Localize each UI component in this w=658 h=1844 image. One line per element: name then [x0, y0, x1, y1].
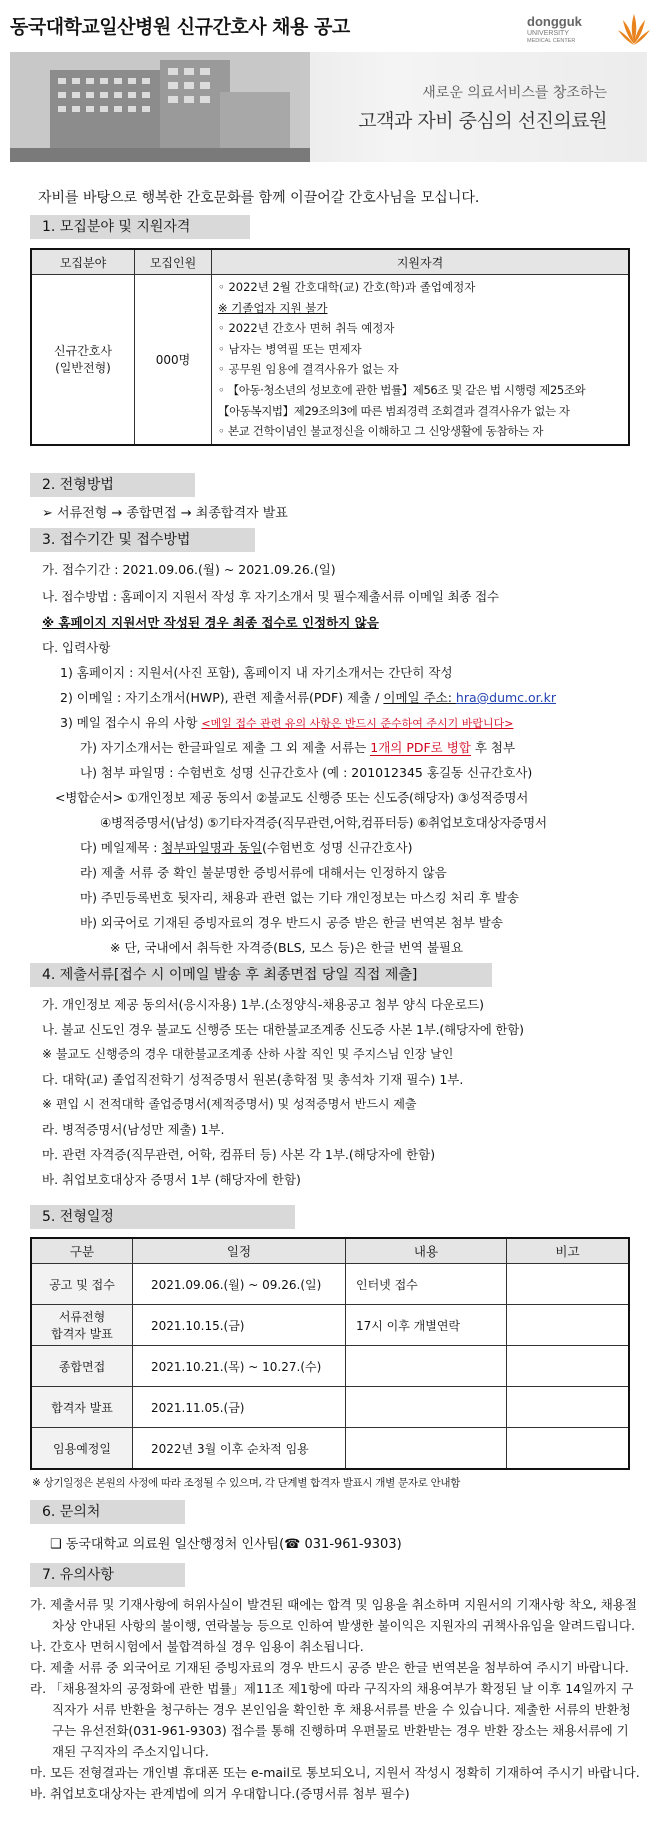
note-item: 마. 모든 전형결과는 개인별 휴대폰 또는 e-mail로 통보되오니, 지원서 작성시 정확히 기재하여 주시기 바랍니다.: [30, 1765, 640, 1780]
date-cell: 2022년 3월 이후 순차적 임용: [133, 1428, 346, 1470]
schedule-row: [31, 1387, 629, 1428]
col-header-date: 일정: [133, 1238, 346, 1264]
schedule-note: ※ 상기일정은 본원의 사정에 따라 조정될 수 있으며, 각 단계별 합격자 발표시 개별 문자로 안내함: [32, 1477, 461, 1489]
content-cell: [346, 1387, 507, 1428]
rule-text: 가) 자기소개서는 한글파일로 제출 그 외 제출 서류는: [80, 740, 371, 755]
date-cell: 2021.10.15.(금): [133, 1305, 346, 1346]
field-type: (일반전형): [55, 361, 111, 376]
note-item: 바. 취업보호대상자는 관계법에 의거 우대합니다.(증명서류 첨부 필수): [30, 1786, 410, 1801]
banner-slogan-2: 고객과 자비 중심의 선진의료원: [358, 110, 607, 132]
requirement-item: ◦ 남자는 병역필 또는 면제자: [218, 341, 362, 356]
content-cell: [346, 1428, 507, 1470]
contact-info: ❑ 동국대학교 의료원 일산행정처 인사팀(☎ 031-961-9303): [50, 1537, 402, 1552]
rule-text: (수험번호 성명 신규간호사): [261, 840, 413, 855]
mail-notice: [60, 713, 513, 731]
section-title-2: 2. 전형방법: [30, 473, 195, 497]
stage-cell: [31, 1305, 133, 1346]
lotus-icon: [617, 10, 651, 50]
hospital-building-image: [10, 52, 310, 162]
content-cell: [346, 1346, 507, 1387]
mail-rule-da: [80, 838, 413, 856]
date-cell: 2021.10.21.(목) ~ 10.27.(수): [133, 1346, 346, 1387]
document-note: ※ 불교도 신행증의 경우 대한불교조계종 산하 사찰 직인 및 주지스님 인장 날인: [42, 1047, 454, 1061]
date-cell: 2021.09.06.(월) ~ 09.26.(일): [133, 1264, 346, 1305]
note-item: 라. 「채용절차의 공정화에 관한 법률」제11조 제1항에 따라 구직자의 채용여부가 확정된 날 이후 14일까지 구직자가 서류 반환을 청구하는 경우 본인임을 확인한 후 채용서류를 반을 수 있습니다. 제출한 서류의 반환청구는 유선전화(031-961-9303) 접수를 통해 진행하며 우편물로 반환받는 경우 반환 장소는 채용서류에 기재된 구직자의 주소지입니다.: [30, 1681, 634, 1759]
col-header-content: 내용: [346, 1238, 507, 1264]
requirement-item: ◦ 공무원 임용에 결격사유가 없는 자: [218, 362, 399, 377]
input-email-text: 2) 이메일 : 자기소개서(HWP), 관련 제출서류(PDF) 제출 /: [60, 690, 384, 705]
section-title-1: 1. 모집분야 및 지원자격: [30, 215, 250, 239]
note-item: 다. 제출 서류 중 외국어로 기재된 증빙자료의 경우 반드시 공증 받은 한글 번역본을 첨부하여 주시기 바랍니다.: [30, 1660, 629, 1675]
schedule-row: [31, 1264, 629, 1305]
application-note: ※ 홈페이지 지원서만 작성된 경우 최종 접수로 인정하지 않음: [42, 615, 379, 630]
logo-sub-text: UNIVERSITY: [527, 30, 570, 37]
selection-flow: ➢ 서류전형 → 종합면접 → 최종합격자 발표: [42, 506, 288, 521]
mail-rule-na: 나) 첨부 파일명 : 수험번호 성명 신규간호사 (예 : 201012345 홍길동 신규간호사): [80, 765, 533, 780]
requirement-note: ※ 기졸업자 지원 불가: [218, 300, 328, 315]
col-header-stage: 구분: [31, 1238, 133, 1264]
schedule-row: [31, 1428, 629, 1470]
recruit-count: 000명: [135, 275, 212, 445]
stage-cell: 종합면접: [31, 1346, 133, 1387]
requirement-item: ◦ 【아동·청소년의 성보호에 관한 법률】제56조 및 같은 법 시행령 제25조와: [218, 382, 586, 397]
section-title-5: 5. 전형일정: [30, 1205, 295, 1229]
remark-cell: [507, 1305, 630, 1346]
content-cell: 17시 이후 개별연락: [346, 1305, 507, 1346]
remark-cell: [507, 1264, 630, 1305]
input-email: [60, 688, 556, 706]
section-title-7: 7. 유의사항: [30, 1563, 185, 1587]
intro-text: 자비를 바탕으로 행복한 간호문화를 함께 이끌어갈 간호사님을 모십니다.: [38, 190, 480, 206]
page-title: 동국대학교일산병원 신규간호사 채용 공고: [10, 16, 350, 38]
section-title-6: 6. 문의처: [30, 1500, 185, 1524]
document-item: 다. 대학(교) 졸업직전학기 성적증명서 원본(총학점 및 총석차 기재 필수) 1부.: [42, 1072, 464, 1087]
requirement-item: ◦ 2022년 2월 간호대학(교) 간호(학)과 졸업예정자: [218, 280, 476, 294]
remark-cell: [507, 1387, 630, 1428]
logo-sub-text-2: MEDICAL CENTER: [527, 38, 576, 44]
document-item: 바. 취업보호대상자 증명서 1부 (해당자에 한함): [42, 1172, 301, 1187]
schedule-table: [30, 1237, 630, 1470]
section-title-4: 4. 제출서류[접수 시 이메일 발송 후 최종면접 당일 직접 제출]: [30, 963, 492, 987]
rule-text: 다) 메일제목 :: [80, 840, 162, 855]
note-item: 나. 간호사 면허시험에서 불합격하실 경우 임용이 취소됩니다.: [30, 1639, 364, 1654]
input-homepage: 1) 홈페이지 : 지원서(사진 포함), 홈페이지 내 자기소개서는 간단히 작성: [60, 665, 453, 680]
mail-rule-ba: 바) 외국어로 기재된 증빙자료의 경우 반드시 공증 받은 한글 번역본 첨부 발송: [80, 915, 503, 930]
stage-cell: 임용예정일: [31, 1428, 133, 1470]
qualification-table: [30, 248, 630, 446]
col-header-remark: 비고: [507, 1238, 630, 1264]
mail-rule-ra: 라) 제출 서류 중 확인 불분명한 증빙서류에 대해서는 인정하지 않음: [80, 865, 447, 880]
document-item: 라. 병적증명서(남성만 제출) 1부.: [42, 1122, 225, 1137]
col-header-field: 모집분야: [31, 249, 135, 275]
date-cell: 2021.11.05.(금): [133, 1387, 346, 1428]
mail-rule-ga: [80, 738, 515, 756]
mail-notice-warning: <메일 접수 관련 유의 사항은 반드시 준수하여 주시기 바랍니다>: [201, 717, 514, 730]
section-title-3: 3. 접수기간 및 접수방법: [30, 528, 255, 552]
field-name: 신규간호사: [54, 344, 112, 359]
content-cell: 인터넷 접수: [346, 1264, 507, 1305]
hospital-banner: [10, 52, 647, 162]
stage-cell: 합격자 발표: [31, 1387, 133, 1428]
requirement-item: ◦ 2022년 간호사 면허 취득 예정자: [218, 321, 395, 336]
banner-slogan-1: 새로운 의료서비스를 창조하는: [422, 85, 607, 101]
document-note: ※ 편입 시 전적대학 졸업증명서(제적증명서) 및 성적증명서 반드시 제출: [42, 1097, 417, 1111]
subject-rule: 첨부파일명과 동일: [161, 840, 262, 855]
merge-order-2: ④병적증명서(남성) ⑤기타자격증(직무관련,어학,컴퓨터등) ⑥취업보호대상자증명서: [100, 815, 547, 830]
logo-main-text: dongguk: [527, 14, 582, 29]
col-header-requirements: 지원자격: [212, 249, 630, 275]
application-period: 가. 접수기간 : 2021.09.06.(월) ~ 2021.09.26.(일): [42, 562, 336, 577]
note-item: 가. 제출서류 및 기재사항에 허위사실이 발견된 때에는 합격 및 임용을 취소하며 지원서의 기재사항 착오, 채용절차상 안내된 사항의 불이행, 연락불능 등으로 인하여 발생한 불이익은 지원자의 귀책사유임을 알려드립니다.: [30, 1597, 637, 1633]
requirement-item: ◦ 본교 건학이념인 불교정신을 이해하고 그 신앙생활에 동참하는 자: [218, 424, 544, 439]
mail-notice-label: 3) 메일 접수시 유의 사항: [60, 715, 198, 730]
hospital-logo: [525, 10, 651, 52]
pdf-merge-highlight: 1개의 PDF로 병합: [370, 740, 471, 755]
notes-list: [30, 1594, 640, 1804]
document-item: 마. 관련 자격증(직무관련, 어학, 컴퓨터 등) 사본 각 1부.(해당자에 한함): [42, 1147, 436, 1162]
schedule-row: [31, 1305, 629, 1346]
application-method: 나. 접수방법 : 홈페이지 지원서 작성 후 자기소개서 및 필수제출서류 이메일 최종 접수: [42, 589, 499, 604]
rule-text: 후 첨부: [470, 740, 516, 755]
document-item: 가. 개인정보 제공 동의서(응시자용) 1부.(소정양식-채용공고 첨부 양식 다운로드): [42, 997, 485, 1012]
mail-rule-ba-note: ※ 단, 국내에서 취득한 자격증(BLS, 모스 등)은 한글 번역 불필요: [110, 940, 464, 955]
col-header-count: 모집인원: [135, 249, 212, 275]
stage-line-1: 서류전형: [58, 1310, 106, 1324]
remark-cell: [507, 1428, 630, 1470]
recruit-field: [31, 275, 135, 445]
remark-cell: [507, 1346, 630, 1387]
stage-line-2: 합격자 발표: [51, 1327, 113, 1341]
email-link[interactable]: hra@dumc.or.kr: [455, 690, 557, 705]
requirements-cell: [212, 275, 630, 445]
document-item: 나. 불교 신도인 경우 불교도 신행증 또는 대한불교조계종 신도증 사본 1부.(해당자에 한함): [42, 1022, 524, 1037]
schedule-row: [31, 1346, 629, 1387]
email-label: 이메일 주소:: [383, 690, 456, 705]
input-title: 다. 입력사항: [42, 640, 111, 655]
stage-cell: 공고 및 접수: [31, 1264, 133, 1305]
mail-rule-ma: 마) 주민등록번호 뒷자리, 채용과 관련 없는 기타 개인정보는 마스킹 처리 후 발송: [80, 890, 519, 905]
merge-order-1: <병합순서> ①개인정보 제공 동의서 ②불교도 신행증 또는 신도증(해당자) ③성적증명서: [55, 790, 529, 805]
requirement-item: 【아동복지법】제29조의3에 따른 범죄경력 조회결과 결격사유가 없는 자: [218, 403, 570, 418]
